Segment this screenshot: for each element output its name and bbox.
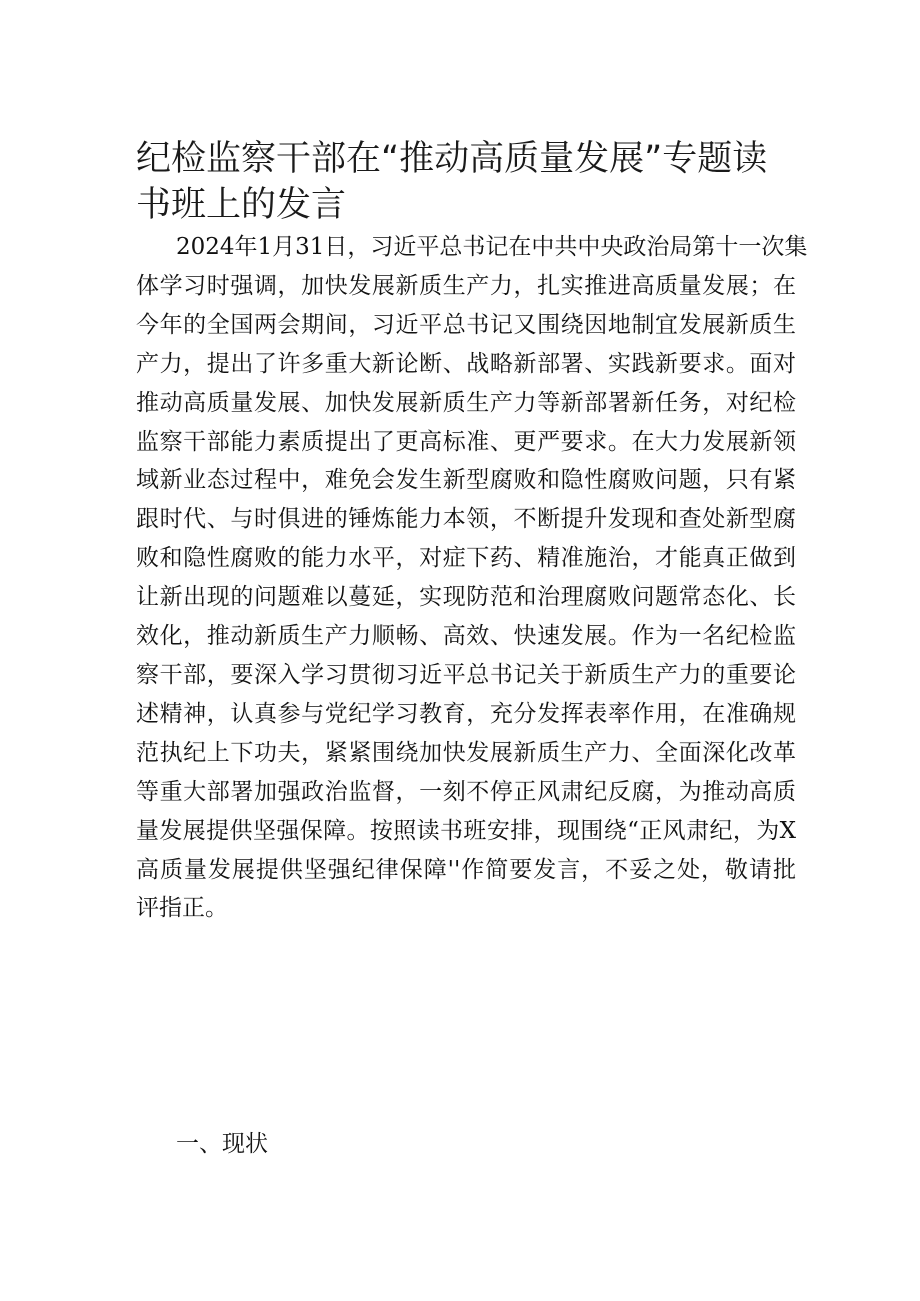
paragraph-line: 高质量发展提供坚强纪律保障''作简要发言，不妥之处，敬请批: [136, 856, 796, 883]
paragraph-line: 让新出现的问题难以蔓延，实现防范和治理腐败问题常态化、长: [136, 584, 796, 611]
paragraph-line: 域新业态过程中，难免会发生新型腐败和隐性腐败问题，只有紧: [136, 467, 796, 494]
paragraph-line: 跟时代、与时俱进的锤炼能力本领，不断提升发现和查处新型腐: [136, 506, 796, 533]
paragraph-line: 量发展提供坚强保障。按照读书班安排，现围绕“正风肃纪，为X: [136, 817, 796, 844]
document-title: [136, 136, 796, 228]
paragraph-line: 推动高质量发展、加快发展新质生产力等新部署新任务，对纪检: [136, 389, 796, 416]
paragraph-line: 体学习时强调，加快发展新质生产力，扎实推进高质量发展；在: [136, 272, 796, 299]
paragraph-line: 2024年1月31日，习近平总书记在中共中央政治局第十一次集: [176, 234, 808, 260]
paragraph-line: 评指正。: [136, 895, 228, 922]
paragraph-line: 监察干部能力素质提出了更高标准、更严要求。在大力发展新领: [136, 428, 796, 455]
paragraph-line: 等重大部署加强政治监督，一刻不停正风肃纪反腐，为推动高质: [136, 778, 796, 805]
title-line: 书班上的发言: [136, 185, 347, 225]
paragraph-line: 今年的全国两会期间，习近平总书记又围绕因地制宜发展新质生: [136, 311, 796, 338]
section-heading: 一、现状: [176, 1131, 268, 1157]
title-line: 纪检监察干部在“推动高质量发展”专题读: [136, 139, 768, 179]
paragraph-line: 述精神，认真参与党纪学习教育，充分发挥表率作用，在准确规: [136, 700, 796, 727]
paragraph-line: 产力，提出了许多重大新论断、战略新部署、实践新要求。面对: [136, 350, 796, 377]
paragraph-line: 察干部，要深入学习贯彻习近平总书记关于新质生产力的重要论: [136, 661, 796, 688]
paragraph-line: 范执纪上下功夫，紧紧围绕加快发展新质生产力、全面深化改革: [136, 739, 796, 766]
paragraph-line: 效化，推动新质生产力顺畅、高效、快速发展。作为一名纪检监: [136, 623, 796, 650]
paragraph-line: 败和隐性腐败的能力水平，对症下药、精准施治，才能真正做到: [136, 545, 796, 572]
body-paragraph: [136, 228, 808, 928]
